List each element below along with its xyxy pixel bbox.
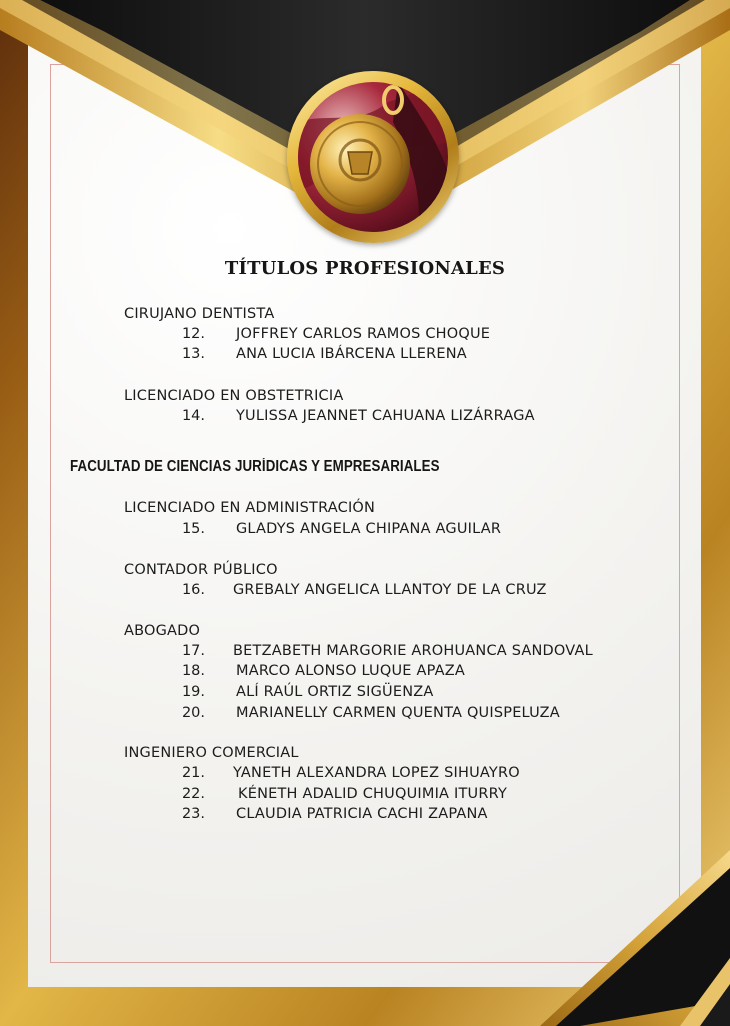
item-number: 14. <box>181 408 205 424</box>
list-item <box>0 346 730 366</box>
item-number: 18. <box>181 663 205 679</box>
category-label: ABOGADO <box>124 623 201 639</box>
category-label: CIRUJANO DENTISTA <box>124 306 275 322</box>
graduate-name: YULISSA JEANNET CAHUANA LIZÁRRAGA <box>236 408 535 424</box>
list-item <box>0 582 730 602</box>
item-number: 23. <box>181 806 205 822</box>
graduate-name: ALÍ RAÚL ORTIZ SIGÜENZA <box>236 684 434 700</box>
graduate-name: ANA LUCIA IBÁRCENA LLERENA <box>236 346 467 362</box>
item-number: 12. <box>181 326 205 342</box>
list-item <box>0 521 730 541</box>
medal-emblem <box>287 71 459 243</box>
item-number: 19. <box>181 684 205 700</box>
graduate-name: JOFFREY CARLOS RAMOS CHOQUE <box>236 326 491 342</box>
category-label: LICENCIADO EN ADMINISTRACIÓN <box>124 500 376 516</box>
item-number: 20. <box>181 705 205 721</box>
item-number: 16. <box>181 582 205 598</box>
graduate-name: CLAUDIA PATRICIA CACHI ZAPANA <box>236 806 488 822</box>
faculty-heading: FACULTAD DE CIENCIAS JURÍDICAS Y EMPRESARIALES <box>70 458 440 475</box>
item-number: 22. <box>181 786 205 802</box>
list-item <box>0 326 730 346</box>
item-number: 17. <box>181 643 205 659</box>
list-item <box>0 663 730 683</box>
list-item <box>0 408 730 428</box>
graduate-name: GLADYS ANGELA CHIPANA AGUILAR <box>236 521 502 537</box>
graduate-name: KÉNETH ADALID CHUQUIMIA ITURRY <box>238 786 508 802</box>
list-item <box>0 705 730 725</box>
item-number: 21. <box>181 765 205 781</box>
list-item <box>0 643 730 663</box>
item-number: 13. <box>181 346 205 362</box>
graduate-name: GREBALY ANGELICA LLANTOY DE LA CRUZ <box>233 582 547 598</box>
category-label: INGENIERO COMERCIAL <box>124 745 299 761</box>
page-title: TÍTULOS PROFESIONALES <box>224 258 506 279</box>
graduate-name: MARCO ALONSO LUQUE APAZA <box>236 663 465 679</box>
list-item <box>0 786 730 806</box>
category-label: CONTADOR PÚBLICO <box>124 562 278 578</box>
graduate-name: MARIANELLY CARMEN QUENTA QUISPELUZA <box>236 705 560 721</box>
graduate-name: BETZABETH MARGORIE AROHUANCA SANDOVAL <box>233 643 593 659</box>
list-item <box>0 684 730 704</box>
item-number: 15. <box>181 521 205 537</box>
list-item <box>0 806 730 826</box>
medal-image <box>298 82 448 232</box>
list-item <box>0 765 730 785</box>
graduate-name: YANETH ALEXANDRA LOPEZ SIHUAYRO <box>233 765 520 781</box>
category-label: LICENCIADO EN OBSTETRICIA <box>124 388 344 404</box>
